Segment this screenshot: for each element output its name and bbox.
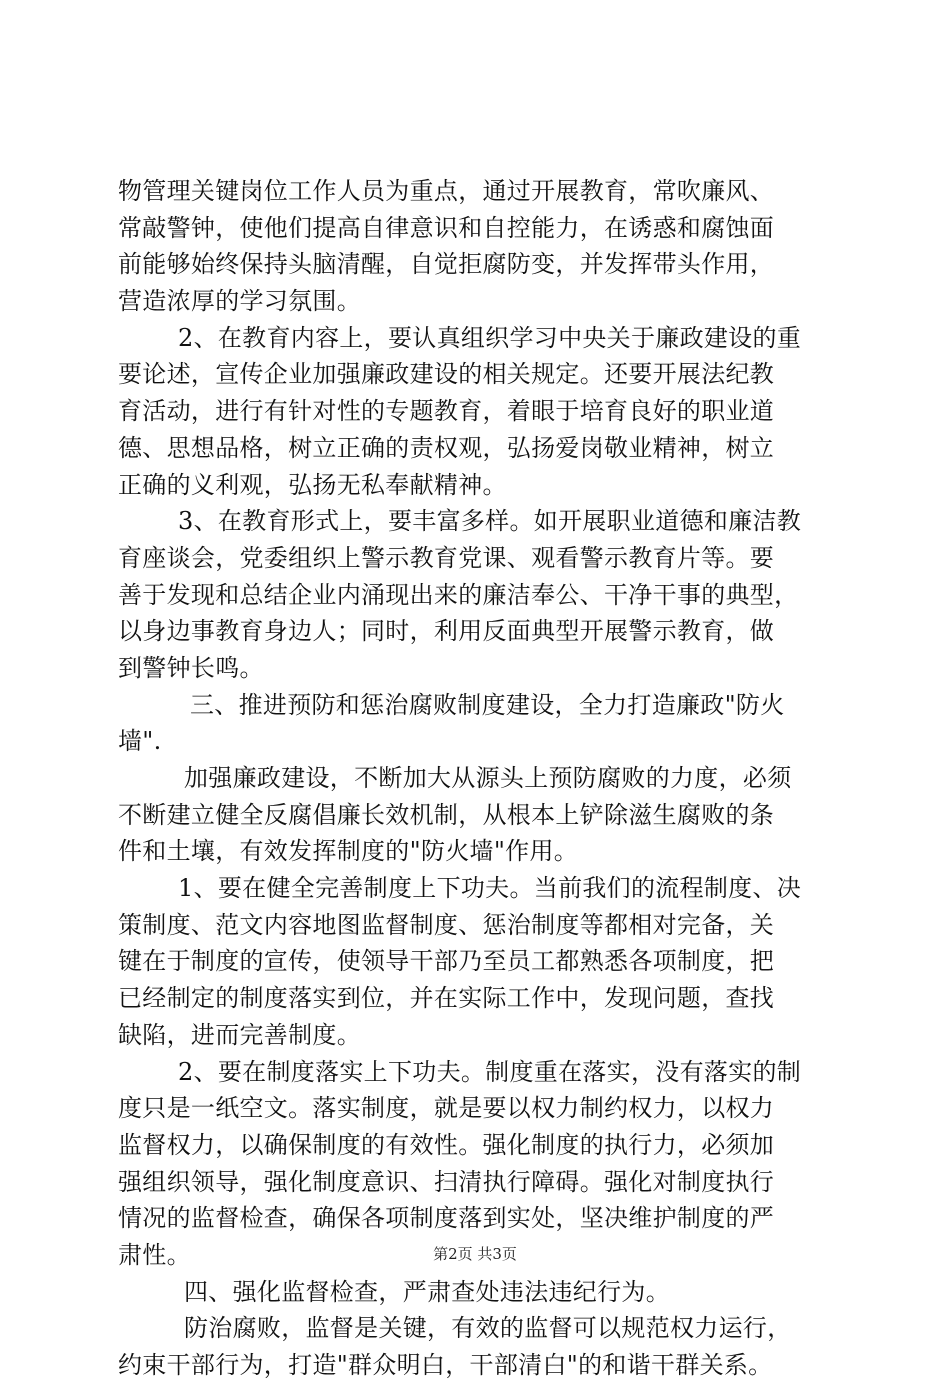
text-line: 以身边事教育身边人；同时，利用反面典型开展警示教育，做 (118, 617, 775, 646)
text-line: 常敲警钟，使他们提高自律意识和自控能力，在诱惑和腐蚀面 (118, 213, 775, 242)
text-line: 善于发现和总结企业内涌现出来的廉洁奉公、干净干事的典型， (118, 580, 799, 609)
text-line: 正确的义利观，弘扬无私奉献精神。 (118, 470, 507, 499)
text-line: 不断建立健全反腐倡廉长效机制，从根本上铲除滋生腐败的条 (118, 800, 775, 829)
page-footer: 第2页 共3页 (433, 1245, 517, 1263)
text-line: 四、强化监督检查，严肃查处违法违纪行为。 (184, 1277, 670, 1306)
text-line: 1、要在健全完善制度上下功夫。当前我们的流程制度、决 (178, 874, 802, 903)
text-line: 缺陷，进而完善制度。 (118, 1020, 361, 1049)
text-line: 强组织领导，强化制度意识、扫清执行障碍。强化对制度执行 (118, 1167, 775, 1196)
text-line: 营造浓厚的学习氛围。 (118, 287, 361, 316)
text-line: 策制度、范文内容地图监督制度、惩治制度等都相对完备，关 (118, 910, 775, 939)
text-line: 加强廉政建设，不断加大从源头上预防腐败的力度，必须 (184, 764, 792, 792)
text-line: 到警钟长鸣。 (118, 653, 264, 682)
text-line: 三、推进预防和惩治腐败制度建设，全力打造廉政"防火 (190, 690, 785, 719)
text-line: 要论述，宣传企业加强廉政建设的相关规定。还要开展法纪教 (118, 360, 775, 389)
text-line: 育活动，进行有针对性的专题教育，着眼于培育良好的职业道 (118, 397, 775, 426)
document-body (118, 173, 833, 1384)
text-line: 3、在教育形式上，要丰富多样。如开展职业道德和廉洁教 (178, 507, 802, 536)
text-line: 约束干部行为，打造"群众明白，干部清白"的和谐干群关系。 (118, 1351, 773, 1379)
text-line: 已经制定的制度落实到位，并在实际工作中，发现问题，查找 (118, 984, 775, 1013)
text-line: 2、要在制度落实上下功夫。制度重在落实，没有落实的制 (178, 1057, 802, 1086)
text-line: 监督权力，以确保制度的有效性。强化制度的执行力，必须加 (118, 1130, 775, 1159)
text-line: 情况的监督检查，确保各项制度落到实处，坚决维护制度的严 (118, 1204, 775, 1233)
text-line: 2、在教育内容上，要认真组织学习中央关于廉政建设的重 (178, 323, 802, 352)
text-line: 度只是一纸空文。落实制度，就是要以权力制约权力，以权力 (118, 1094, 775, 1123)
text-line: 育座谈会，党委组织上警示教育党课、观看警示教育片等。要 (118, 543, 775, 572)
text-line: 德、思想品格，树立正确的责权观，弘扬爱岗敬业精神，树立 (118, 433, 775, 462)
text-line: 件和土壤，有效发挥制度的"防火墙"作用。 (118, 837, 579, 866)
text-line: 键在于制度的宣传，使领导干部乃至员工都熟悉各项制度，把 (118, 947, 775, 976)
text-line: 物管理关键岗位工作人员为重点，通过开展教育，常吹廉风、 (118, 177, 775, 205)
text-line: 防治腐败，监督是关键，有效的监督可以规范权力运行， (184, 1314, 792, 1343)
text-line: 前能够始终保持头脑清醒，自觉拒腐防变，并发挥带头作用， (118, 250, 775, 279)
text-line: 墙". (118, 727, 162, 756)
text-line: 肃性。 (118, 1240, 191, 1269)
